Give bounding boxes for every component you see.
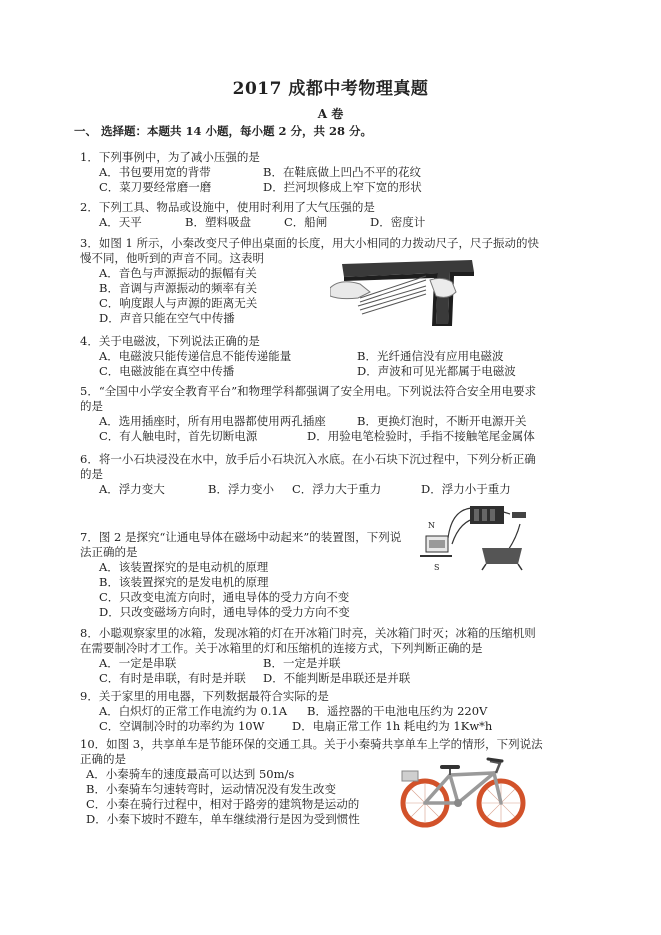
page-title: 2017 成都中考物理真题 xyxy=(232,79,429,99)
q2-option-b: B．塑料吸盘 xyxy=(185,215,251,229)
q7-option-d: D．只改变磁场方向时，通电导体的受力方向不变 xyxy=(99,605,350,619)
q9-option-b: B．遥控器的干电池电压约为 220V xyxy=(307,704,488,718)
q5-stem-line2: 的是 xyxy=(80,399,103,413)
q5-option-c: C．有人触电时，首先切断电源 xyxy=(99,429,258,443)
q1-option-a: A．书包要用宽的背带 xyxy=(99,165,211,179)
q4-option-a: A．电磁波只能传递信息不能传递能量 xyxy=(99,349,292,363)
q2-option-c: C．船闸 xyxy=(284,215,328,229)
q1-option-b: B．在鞋底做上凹凸不平的花纹 xyxy=(263,165,421,179)
q5-stem-line1: 5．“全国中小学安全教育平台”和物理学科都强调了安全用电。下列说法符合安全用电要求 xyxy=(80,384,537,398)
q10-option-c: C．小秦在骑行过程中，相对于路旁的建筑物是运动的 xyxy=(86,797,360,811)
figure-2-motor-apparatus xyxy=(412,500,534,572)
q1-option-d: D．拦河坝修成上窄下宽的形状 xyxy=(263,180,422,194)
q10-option-a: A．小秦骑车的速度最高可以达到 50m/s xyxy=(86,767,295,781)
q5-option-a: A．选用插座时，所有用电器都使用两孔插座 xyxy=(99,414,326,428)
q3-option-c: C．响度跟人与声源的距离无关 xyxy=(99,296,258,310)
q7-stem-line1: 7．图 2 是探究“让通电导体在磁场中动起来”的装置图，下列说 xyxy=(80,530,402,544)
q8-stem-line1: 8．小聪观察家里的冰箱，发现冰箱的灯在开冰箱门时亮，关冰箱门时灭；冰箱的压缩机则 xyxy=(80,626,536,640)
q9-stem: 9．关于家里的用电器，下列数据最符合实际的是 xyxy=(80,689,329,703)
q5-option-b: B．更换灯泡时，不断开电源开关 xyxy=(357,414,527,428)
q2-option-d: D．密度计 xyxy=(370,215,426,229)
q7-stem-line2: 法正确的是 xyxy=(80,545,138,559)
q3-option-d: D．声音只能在空气中传播 xyxy=(99,311,235,325)
q4-option-d: D．声波和可见光都属于电磁波 xyxy=(357,364,516,378)
q3-option-b: B．音调与声源振动的频率有关 xyxy=(99,281,257,295)
q2-stem: 2．下列工具、物品或设施中，使用时利用了大气压强的是 xyxy=(80,200,375,214)
q9-option-d: D．电扇正常工作 1h 耗电约为 1Kw*h xyxy=(292,719,493,733)
q2-option-a: A．天平 xyxy=(99,215,142,229)
section-heading: 一、 选择题：本题共 14 小题，每小题 2 分，共 28 分。 xyxy=(74,124,373,138)
q6-option-b: B．浮力变小 xyxy=(208,482,274,496)
volume-label: A 卷 xyxy=(317,107,344,121)
q3-option-a: A．音色与声源振动的振幅有关 xyxy=(99,266,257,280)
figure-3-shared-bicycle xyxy=(398,757,528,829)
q3-stem-line2: 慢不同，他听到的声音不同。这表明 xyxy=(80,251,264,265)
q6-stem-line1: 6．将一小石块浸没在水中，放手后小石块沉入水底。在小石块下沉过程中，下列分析正确 xyxy=(80,452,536,466)
q6-option-c: C．浮力大于重力 xyxy=(292,482,382,496)
q7-option-a: A．该装置探究的是电动机的原理 xyxy=(99,560,269,574)
q8-option-b: B．一定是并联 xyxy=(263,656,341,670)
q9-option-c: C．空调制冷时的功率约为 10W xyxy=(99,719,265,733)
q7-option-b: B．该装置探究的是发电机的原理 xyxy=(99,575,269,589)
q8-option-c: C．有时是串联，有时是并联 xyxy=(99,671,246,685)
q8-option-d: D．不能判断是串联还是并联 xyxy=(263,671,411,685)
figure-2-north-label: N xyxy=(428,521,435,530)
q10-stem-line2: 正确的是 xyxy=(80,752,126,766)
q10-stem-line1: 10．如图 3，共享单车是节能环保的交通工具。关于小秦骑共享单车上学的情形，下列说法 xyxy=(80,737,543,751)
figure-2-south-label: S xyxy=(434,563,440,572)
q3-stem-line1: 3．如图 1 所示，小秦改变尺子伸出桌面的长度，用大小相同的力拨动尺子，尺子振动的快 xyxy=(80,236,539,250)
q1-stem: 1．下列事例中，为了减小压强的是 xyxy=(80,150,260,164)
q6-stem-line2: 的是 xyxy=(80,467,103,481)
q4-option-c: C．电磁波能在真空中传播 xyxy=(99,364,235,378)
figure-1-ruler-desk xyxy=(330,258,476,328)
q6-option-d: D．浮力小于重力 xyxy=(421,482,511,496)
q8-option-a: A．一定是串联 xyxy=(99,656,177,670)
q10-option-d: D．小秦下坡时不蹬车，单车继续滑行是因为受到惯性 xyxy=(86,812,360,826)
q8-stem-line2: 在需要制冷时才工作。关于冰箱里的灯和压缩机的连接方式，下列判断正确的是 xyxy=(80,641,483,655)
q5-option-d: D．用验电笔检验时，手指不接触笔尾金属体 xyxy=(307,429,535,443)
q4-stem: 4．关于电磁波，下列说法正确的是 xyxy=(80,334,260,348)
q9-option-a: A．白炽灯的正常工作电流约为 0.1A xyxy=(99,704,288,718)
q4-option-b: B．光纤通信没有应用电磁波 xyxy=(357,349,504,363)
q7-option-c: C．只改变电流方向时，通电导体的受力方向不变 xyxy=(99,590,350,604)
q6-option-a: A．浮力变大 xyxy=(99,482,165,496)
q10-option-b: B．小秦骑车匀速转弯时，运动情况没有发生改变 xyxy=(86,782,336,796)
q1-option-c: C．菜刀要经常磨一磨 xyxy=(99,180,212,194)
